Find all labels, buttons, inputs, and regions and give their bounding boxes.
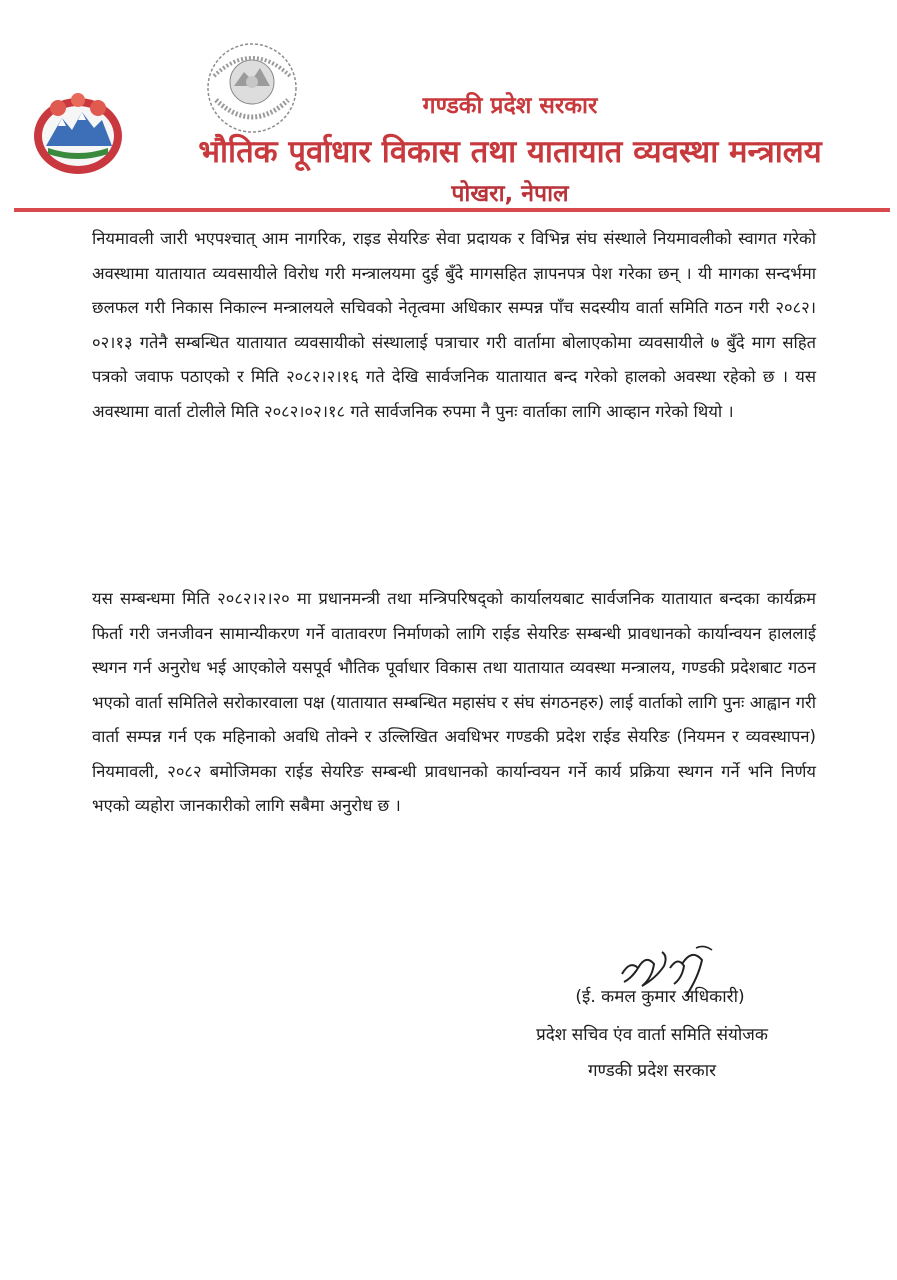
body-paragraph-1: नियमावली जारी भएपश्चात् आम नागरिक, राइड सेयरिङ सेवा प्रदायक र विभिन्न संघ संस्थाले नियमावलीको स्वागत गरेको अवस्थामा यातायात व्यवसायीले विरोध गरी मन्त्रालयमा दुई बुँदे मागसहित ज्ञापनपत्र पेश गरेका छन् । यी मागका सन्दर्भमा छलफल गरी निकास निकाल्न मन्त्रालयले सचिवको नेतृत्वमा अधिकार सम्पन्न पाँच सदस्यीय वार्ता समिति गठन गरी २०८२।०२।१३ गतेनै सम्बन्धित यातायात व्यवसायीको संस्थालाई पत्राचार गरी वार्तामा बोलाएकोमा व्यवसायीले ७ बुँदे माग सहित पत्रको जवाफ पठाएको र मिति २०८२।२।१६ गते देखि सार्वजनिक यातायात बन्द गरेको हालको अवस्था रहेको छ । यस अवस्थामा वार्ता टोलीले मिति २०८२।०२।१८ गते सार्वजनिक रुपमा नै पुनः वार्ताका लागि आव्हान गरेको थियो । bbox=[92, 229, 816, 421]
ministry-name: भौतिक पूर्वाधार विकास तथा यातायात व्यवस्था मन्त्रालय bbox=[198, 134, 822, 170]
signatory-organization: गण्डकी प्रदेश सरकार bbox=[587, 1061, 717, 1081]
office-location: पोखरा, नेपाल bbox=[451, 181, 569, 207]
body-paragraph-2: यस सम्बन्धमा मिति २०८२।२।२० मा प्रधानमन्त्री तथा मन्त्रिपरिषद्को कार्यालयबाट सार्वजनिक यातायात बन्दका कार्यक्रम फिर्ता गरी जनजीवन सामान्यीकरण गर्ने वातावरण निर्माणको लागि राईड सेयरिङ सम्बन्धी प्रावधानको कार्यान्वयन हाललाई स्थगन गर्न अनुरोध भई आएकोले यसपूर्व भौतिक पूर्वाधार विकास तथा यातायात व्यवस्था मन्त्रालय, गण्डकी प्रदेशबाट गठन भएको वार्ता समितिले सरोकारवाला पक्ष (यातायात सम्बन्धित महासंघ र संघ संगठनहरु) लाई वार्ताको लागि पुनः आह्वान गरी वार्ता सम्पन्न गर्न एक महिनाको अवधि तोक्ने र उल्लिखित अवधिभर गण्डकी प्रदेश राईड सेयरिङ (नियमन र व्यवस्थापन) नियमावली, २०८२ बमोजिमका राईड सेयरिङ सम्बन्धी प्रावधानको कार्यान्वयन गर्ने कार्य प्रक्रिया स्थगन गर्ने भनि निर्णय भएको व्यहोरा जानकारीको लागि सबैमा अनुरोध छ । bbox=[92, 589, 816, 815]
header-divider bbox=[14, 208, 890, 212]
signatory-name: (ई. कमल कुमार अधिकारी) bbox=[575, 987, 745, 1007]
government-name: गण्डकी प्रदेश सरकार bbox=[422, 93, 598, 119]
signatory-title: प्रदेश सचिव एंव वार्ता समिति संयोजक bbox=[536, 1025, 768, 1045]
nepal-emblem-logo bbox=[28, 88, 128, 178]
